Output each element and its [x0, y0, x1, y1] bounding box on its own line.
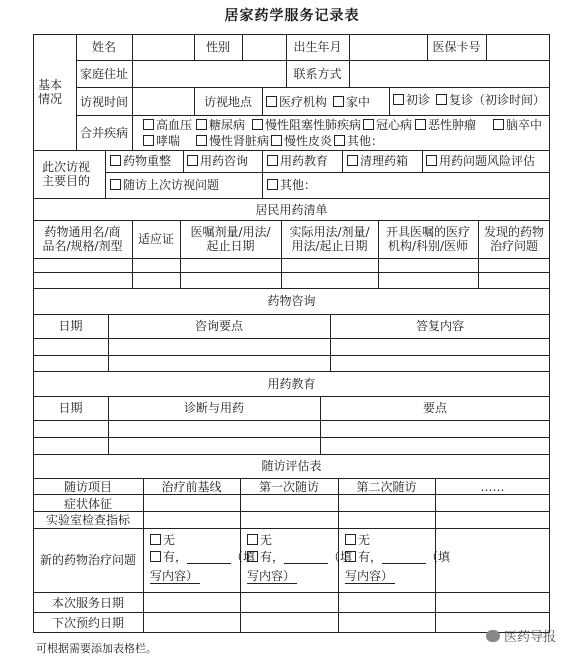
row-divider [105, 172, 550, 173]
med-list-header: 发现的药物 治疗问题 [483, 225, 544, 253]
form-title: 居家药学服务记录表 [224, 8, 360, 24]
problem-fill-text: 写内容） [345, 569, 394, 583]
followup-title: 随访评估表 [261, 459, 322, 473]
followup-row-label: 新的药物治疗问题 [39, 553, 136, 567]
col-divider [132, 34, 133, 87]
option-label: 哮喘 [156, 134, 181, 148]
row-divider [33, 288, 550, 289]
followup-header: …… [480, 480, 505, 494]
row-divider [33, 220, 550, 221]
problem-none-option[interactable] [345, 533, 370, 547]
consult-title: 药物咨询 [267, 294, 316, 308]
fill-line[interactable] [187, 551, 231, 564]
problem-fill-text: 写内容） [150, 569, 199, 583]
row-divider [33, 437, 550, 438]
row-divider [76, 115, 550, 116]
row-divider [33, 371, 550, 372]
education-header: 诊断与用药 [183, 401, 244, 415]
checkbox[interactable] [436, 94, 447, 105]
checkbox[interactable] [345, 551, 356, 562]
col-divider [262, 87, 263, 115]
fill-hint: （填 [231, 550, 256, 564]
problem-none-option[interactable] [150, 533, 175, 547]
purpose-option[interactable] [267, 178, 316, 192]
address-label: 家庭住址 [79, 67, 128, 81]
revisit-option[interactable] [436, 93, 545, 107]
followup-row-label: 症状体征 [63, 497, 112, 511]
place-option-home[interactable] [333, 95, 370, 109]
option-label: 糖尿病 [209, 118, 246, 132]
option-label: 冠心病 [376, 118, 413, 132]
option-label: 用药教育 [280, 154, 329, 168]
med-list-header: 实际用法/剂量/ 用法/起止日期 [289, 225, 370, 253]
col-divider [105, 150, 106, 198]
row-divider [33, 494, 550, 495]
checkbox[interactable] [150, 551, 161, 562]
checkbox[interactable] [150, 534, 161, 545]
watermark-text: 医药导报 [504, 630, 557, 645]
visit-time-label: 访视时间 [79, 95, 128, 109]
row-divider [33, 272, 550, 273]
checkbox[interactable] [196, 119, 207, 130]
fill-line[interactable] [284, 551, 328, 564]
first-visit-option[interactable] [393, 93, 430, 107]
med-list-header: 适应证 [137, 232, 174, 246]
option-label: 高血压 [156, 118, 193, 132]
watermark [486, 626, 556, 645]
col-divider [242, 34, 243, 60]
col-divider [486, 34, 487, 60]
col-divider [132, 220, 133, 288]
col-divider [342, 150, 343, 172]
followup-header: 第一次随访 [258, 480, 319, 494]
disease-option[interactable] [271, 134, 332, 148]
row-divider [33, 338, 550, 339]
purpose-option[interactable] [110, 154, 171, 168]
checkbox[interactable] [347, 155, 358, 166]
checkbox[interactable] [266, 96, 277, 107]
checkbox[interactable] [110, 155, 121, 166]
col-divider [132, 87, 133, 150]
option-label: 有， [163, 550, 188, 564]
consult-header: 答复内容 [415, 319, 464, 333]
checkbox[interactable] [110, 179, 121, 190]
checkbox[interactable] [363, 119, 374, 130]
problem-yes-option[interactable] [150, 550, 255, 564]
checkbox[interactable] [143, 135, 154, 146]
insurance-label: 医保卡号 [432, 40, 481, 54]
checkbox[interactable] [493, 119, 504, 130]
checkbox[interactable] [252, 119, 263, 130]
option-label: 脑卒中 [506, 118, 543, 132]
purpose-option[interactable] [347, 154, 408, 168]
disease-option[interactable] [363, 118, 412, 132]
col-divider [262, 150, 263, 198]
row-divider [76, 87, 550, 88]
purpose-option[interactable] [267, 154, 328, 168]
consult-header: 日期 [58, 319, 83, 333]
consult-header: 咨询要点 [194, 319, 243, 333]
option-label: 恶性肿瘤 [428, 118, 477, 132]
purpose-label: 此次访视 主要目的 [42, 160, 91, 188]
option-label: 慢性肾脏病 [209, 134, 270, 148]
education-header: 要点 [422, 401, 447, 415]
basic-section-label: 基本 情况 [38, 78, 63, 106]
checkbox[interactable] [393, 94, 404, 105]
visit-place-label: 访视地点 [203, 95, 252, 109]
col-divider [422, 150, 423, 172]
checkbox[interactable] [196, 135, 207, 146]
option-label: 其他： [347, 134, 384, 148]
row-divider [33, 592, 550, 593]
row-divider [76, 60, 550, 61]
checkbox[interactable] [333, 96, 344, 107]
problem-yes-option[interactable] [247, 550, 352, 564]
comorbidity-label: 合并疾病 [79, 126, 128, 140]
wechat-icon [486, 630, 500, 642]
row-divider [33, 198, 550, 199]
med-list-header: 药物通用名/商 品名/规格/剂型 [42, 225, 123, 253]
education-header: 日期 [58, 401, 83, 415]
place-option-institution[interactable] [266, 95, 327, 109]
row-divider [33, 420, 550, 421]
row-divider [33, 454, 550, 455]
problem-none-option[interactable] [247, 533, 272, 547]
option-label: 无 [163, 533, 176, 547]
fill-hint: （填 [426, 550, 451, 564]
option-label: 慢性阻塞性肺疾病 [265, 118, 362, 132]
disease-option[interactable] [334, 134, 383, 148]
problem-fill-text: 写内容） [247, 569, 296, 583]
birth-label: 出生年月 [293, 40, 342, 54]
row-divider [33, 612, 550, 613]
option-label: 用药问题风险评估 [439, 154, 536, 168]
fill-underline [345, 583, 395, 584]
row-divider [33, 150, 550, 151]
row-divider [33, 528, 550, 529]
disease-option[interactable] [196, 134, 269, 148]
fill-underline [150, 583, 200, 584]
followup-row-label: 本次服务日期 [51, 596, 124, 610]
name-label: 姓名 [91, 40, 116, 54]
option-label: 慢性皮炎 [284, 134, 333, 148]
option-label: 药物重整 [123, 154, 172, 168]
row-divider [33, 478, 550, 479]
disease-option[interactable] [493, 118, 542, 132]
followup-header: 第二次随访 [356, 480, 417, 494]
checkbox[interactable] [334, 135, 345, 146]
option-label: 随访上次访视问题 [123, 178, 220, 192]
disease-option[interactable] [415, 118, 476, 132]
row-divider [33, 258, 550, 259]
checkbox[interactable] [247, 551, 258, 562]
option-label: 初诊 [406, 93, 431, 107]
option-label: 无 [260, 533, 273, 547]
row-divider [33, 396, 550, 397]
col-divider [349, 34, 350, 87]
footnote: 可根据需要添加表格栏。 [36, 642, 157, 655]
disease-option[interactable] [143, 118, 192, 132]
option-label: 用药咨询 [200, 154, 249, 168]
option-label: 医疗机构 [279, 95, 328, 109]
checkbox[interactable] [345, 534, 356, 545]
row-divider [33, 511, 550, 512]
fill-line[interactable] [382, 551, 426, 564]
col-divider [389, 87, 390, 115]
fill-hint: （填 [328, 550, 353, 564]
checkbox[interactable] [267, 179, 278, 190]
checkbox[interactable] [187, 155, 198, 166]
education-title: 用药教育 [267, 377, 316, 391]
disease-option[interactable] [252, 118, 361, 132]
problem-yes-option[interactable] [345, 550, 450, 564]
followup-row-label: 下次预约日期 [51, 616, 124, 630]
option-label: 其他： [280, 178, 317, 192]
col-divider [143, 478, 144, 633]
checkbox[interactable] [143, 119, 154, 130]
checkbox[interactable] [426, 155, 437, 166]
option-label: 清理药箱 [360, 154, 409, 168]
option-label: 复诊（初诊时间） [449, 93, 546, 107]
purpose-option[interactable] [187, 154, 248, 168]
checkbox[interactable] [415, 119, 426, 130]
gender-label: 性别 [205, 40, 230, 54]
med-list-header: 医嘱剂量/用法/ 起止日期 [190, 225, 271, 253]
followup-row-label: 实验室检查指标 [45, 513, 130, 527]
option-label: 无 [358, 533, 371, 547]
med-list-title: 居民用药清单 [255, 203, 328, 217]
option-label: 有， [260, 550, 285, 564]
row-divider [33, 314, 550, 315]
followup-header: 随访项目 [63, 480, 112, 494]
contact-label: 联系方式 [293, 67, 342, 81]
option-label: 家中 [346, 95, 371, 109]
followup-header: 治疗前基线 [161, 480, 222, 494]
row-divider [33, 355, 550, 356]
disease-option[interactable] [196, 118, 245, 132]
checkbox[interactable] [247, 534, 258, 545]
med-list-header: 开具医嘱的医疗 机构/科别/医师 [385, 225, 470, 253]
purpose-option[interactable] [426, 154, 535, 168]
option-label: 有， [358, 550, 383, 564]
checkbox[interactable] [267, 155, 278, 166]
purpose-option[interactable] [110, 178, 219, 192]
col-divider [183, 150, 184, 172]
fill-underline [247, 583, 297, 584]
disease-option[interactable] [143, 134, 180, 148]
checkbox[interactable] [271, 135, 282, 146]
